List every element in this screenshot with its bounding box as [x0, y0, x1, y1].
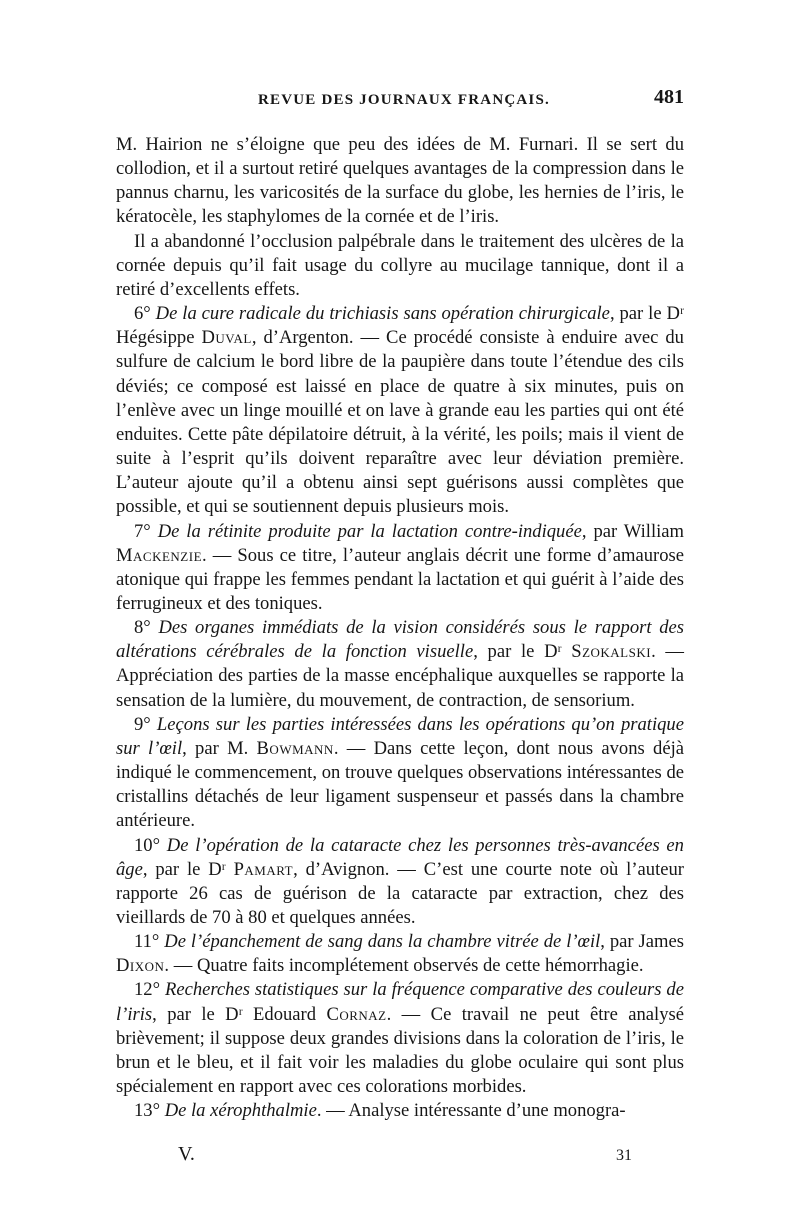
italic-title: Recherches statistiques sur la fréquence comparative des couleurs de l’iris [116, 979, 684, 1025]
text-run: , par William [581, 520, 684, 542]
italic-title: De la cure radicale du trichiasis sans opération chirurgicale [155, 303, 610, 325]
page-number: 481 [654, 86, 684, 108]
italic-title: De la rétinite produite par la lactation contre-indiquée [157, 520, 582, 542]
text-run: , par M. [182, 737, 257, 759]
text-run: 6° [134, 303, 156, 325]
text-run: , par le Dʳ Hégésippe [116, 303, 684, 349]
text-run: , par le Dʳ [142, 858, 234, 880]
author-name: Cornaz [326, 1003, 387, 1025]
text-run: , d’Avignon. — C’est une courte note où l’auteur rapporte 26 cas de guérison de la cataracte par extraction, chez des vieillards de 70 à 80 et quelques années. [116, 858, 684, 928]
italic-title: Des organes immédiats de la vision considérés sous le rapport des altérations cérébrales de la fonction visuelle [116, 617, 684, 663]
author-name: Pamart [233, 858, 294, 880]
text-run: 12° [134, 979, 165, 1001]
text-run: , d’Argenton. — Ce procédé consiste à enduire avec du sulfure de calcium le bord libre de la paupière dans toute l’étendue des cils déviés; ce composé est laissé en place de quatre à six minutes, puis on l’enlève avec un linge mouillé et on lave à grande eau les parties qui ont été enduites. Cette pâte dépilatoire détruit, à la vérité, les poils; mais il vient de suite à l’esprit qu’ils doivent reparaître avec leur déviation première. L’auteur ajoute qu’il a obtenu ainsi sept guérisons aussi complètes que possible, et qui se soutiennent depuis plusieurs mois. [116, 327, 684, 518]
author-name: Mackenzie [116, 544, 203, 566]
text-run: . — Sous ce titre, l’auteur anglais décrit une forme d’amaurose atonique qui frappe les femmes pendant la lactation et qui guérit à l’aide des ferrugineux et des toniques. [116, 544, 684, 614]
paragraph-p5 [116, 616, 684, 713]
paragraph-p6 [116, 713, 684, 834]
paragraph-p2 [116, 230, 684, 302]
text-run: . — Analyse intéressante d’une monogra- [316, 1100, 626, 1122]
running-title: REVUE DES JOURNAUX FRANÇAIS. [258, 92, 550, 108]
text-run: , par James [600, 931, 684, 953]
text-run: Il a abandonné l’occlusion palpébrale dans le traitement des ulcères de la cornée depuis qu’il fait usage du collyre au mucilage tannique, dont il a retiré d’excellents effets. [116, 230, 684, 300]
sheet-number: 31 [616, 1147, 632, 1164]
text-run: , par le Dʳ [473, 641, 572, 663]
text-run: 8° [134, 617, 159, 639]
author-name: Szokalski [571, 641, 652, 663]
page-footer [116, 1143, 684, 1171]
body-text [116, 133, 684, 1123]
text-run: , par le Dʳ Edouard [152, 1003, 327, 1025]
text-run: 7° [134, 520, 158, 542]
text-run: 9° [134, 713, 157, 735]
paragraph-p7 [116, 834, 684, 931]
text-run: 11° [134, 931, 165, 953]
signature-mark: V. [178, 1143, 195, 1165]
text-run: . — Quatre faits incomplétement observés de cette hémorrhagie. [164, 955, 644, 977]
paragraph-p3 [116, 302, 684, 519]
text-run: 10° [134, 834, 167, 856]
text-run: 13° [134, 1100, 165, 1122]
author-name: Bowmann [256, 737, 334, 759]
paragraph-p4 [116, 520, 684, 617]
italic-title: De l’épanchement de sang dans la chambre vitrée de l’œil [164, 931, 601, 953]
paragraph-p9 [116, 978, 684, 1099]
text-run: . — Appréciation des parties de la masse encéphalique auxquelles se rapporte la sensation de la lumière, du mouvement, de contraction, de sensorium. [116, 641, 685, 711]
text-run: . — Ce travail ne peut être analysé brièvement; il suppose deux grandes divisions dans la coloration de l’iris, le brun et le bleu, et il fait voir les maladies du globe oculaire qui sont plus spécialement en rapport avec ces colorations morbides. [116, 1003, 684, 1098]
author-name: Duval [201, 327, 252, 349]
paragraph-p1 [116, 133, 684, 230]
paragraph-p8 [116, 930, 684, 978]
text-run: . — Dans cette leçon, dont nous avons déjà indiqué le commencement, on trouve quelques observations intéressantes de cristallins détachés de leur ligament suspenseur et passés dans la chambre antérieure. [116, 737, 684, 832]
text-run: M. Hairion ne s’éloigne que peu des idées de M. Furnari. Il se sert du collodion, et il a surtout retiré quelques avantages de la compression dans le pannus charnu, les varicosités de la surface du globe, les hernies de l’iris, le kératocèle, les staphylomes de la cornée et de l’iris. [116, 134, 684, 228]
author-name: Dixon [116, 955, 165, 977]
page-header [116, 86, 684, 116]
italic-title: Leçons sur les parties intéressées dans les opérations qu’on pratique sur l’œil [116, 713, 684, 759]
italic-title: De l’opération de la cataracte chez les personnes très-avancées en âge [116, 834, 684, 880]
paragraph-p10 [116, 1099, 684, 1123]
italic-title: De la xérophthalmie [164, 1100, 317, 1122]
